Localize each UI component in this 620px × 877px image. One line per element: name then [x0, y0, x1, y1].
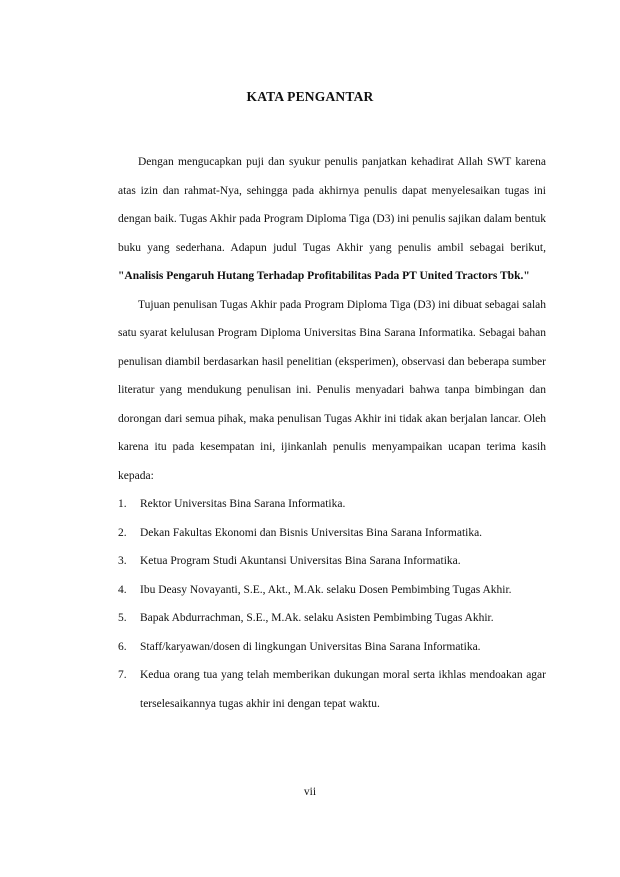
list-item	[118, 490, 546, 519]
list-item-number: 2.	[118, 526, 127, 539]
list-item-text: Ketua Program Studi Akuntansi Universitas Bina Sarana Informatika.	[140, 555, 461, 567]
list-item-number: 1.	[118, 498, 127, 510]
list-item-text: Rektor Universitas Bina Sarana Informatika.	[140, 498, 346, 510]
page-number: vii	[303, 786, 317, 798]
list-item	[118, 661, 546, 718]
purpose-paragraph: Tujuan penulisan Tugas Akhir pada Program Diploma Tiga (D3) ini dibuat sebagai salah satu syarat kelulusan Program Diploma Universitas Bina Sarana Informatika. Sebagai bahan penulisan diambil berdasarkan hasil penelitian (eksperimen), observasi dan beberapa sumber literatur yang mendukung penulisan ini. Penulis menyadari bahwa tanpa bimbingan dan dorongan dari semua pihak, maka penulisan Tugas Akhir ini tidak akan berjalan lancar. Oleh karena itu pada kesempatan ini, ijinkanlah penulis menyampaikan ucapan terima kasih kepada:	[118, 298, 546, 482]
list-item	[118, 604, 546, 633]
list-item	[118, 576, 546, 605]
list-item-number: 7.	[118, 669, 127, 681]
list-item-number: 5.	[118, 612, 127, 624]
acknowledgement-list	[118, 490, 546, 718]
list-item-text: Staff/karyawan/dosen di lingkungan Universitas Bina Sarana Informatika.	[140, 640, 481, 653]
list-item-text: Kedua orang tua yang telah memberikan dukungan moral serta ikhlas mendoakan agar terselesaikannya tugas akhir ini dengan tepat waktu.	[140, 669, 546, 710]
list-item	[118, 519, 546, 548]
list-item-number: 3.	[118, 555, 127, 567]
thesis-title: "Analisis Pengaruh Hutang Terhadap Profitabilitas Pada PT United Tractors Tbk."	[118, 270, 530, 282]
list-item-number: 6.	[118, 640, 127, 653]
list-item-text: Ibu Deasy Novayanti, S.E., Akt., M.Ak. selaku Dosen Pembimbing Tugas Akhir.	[140, 583, 512, 596]
list-item	[118, 547, 546, 576]
intro-paragraph	[118, 148, 546, 291]
page-title: KATA PENGANTAR	[246, 89, 374, 104]
page-content	[118, 148, 546, 718]
list-item	[118, 633, 546, 662]
list-item-text: Dekan Fakultas Ekonomi dan Bisnis Universitas Bina Sarana Informatika.	[140, 526, 483, 539]
list-item-number: 4.	[118, 583, 127, 596]
intro-paragraph-text: Dengan mengucapkan puji dan syukur penulis panjatkan kehadirat Allah SWT karena atas izin dan rahmat-Nya, sehingga pada akhirnya penulis dapat menyelesaikan tugas ini dengan baik. Tugas Akhir pada Program Diploma Tiga (D3) ini penulis sajikan dalam bentuk buku yang sederhana. Adapun judul Tugas Akhir yang penulis ambil sebagai berikut,	[118, 156, 547, 254]
list-item-text: Bapak Abdurrachman, S.E., M.Ak. selaku Asisten Pembimbing Tugas Akhir.	[140, 612, 494, 624]
